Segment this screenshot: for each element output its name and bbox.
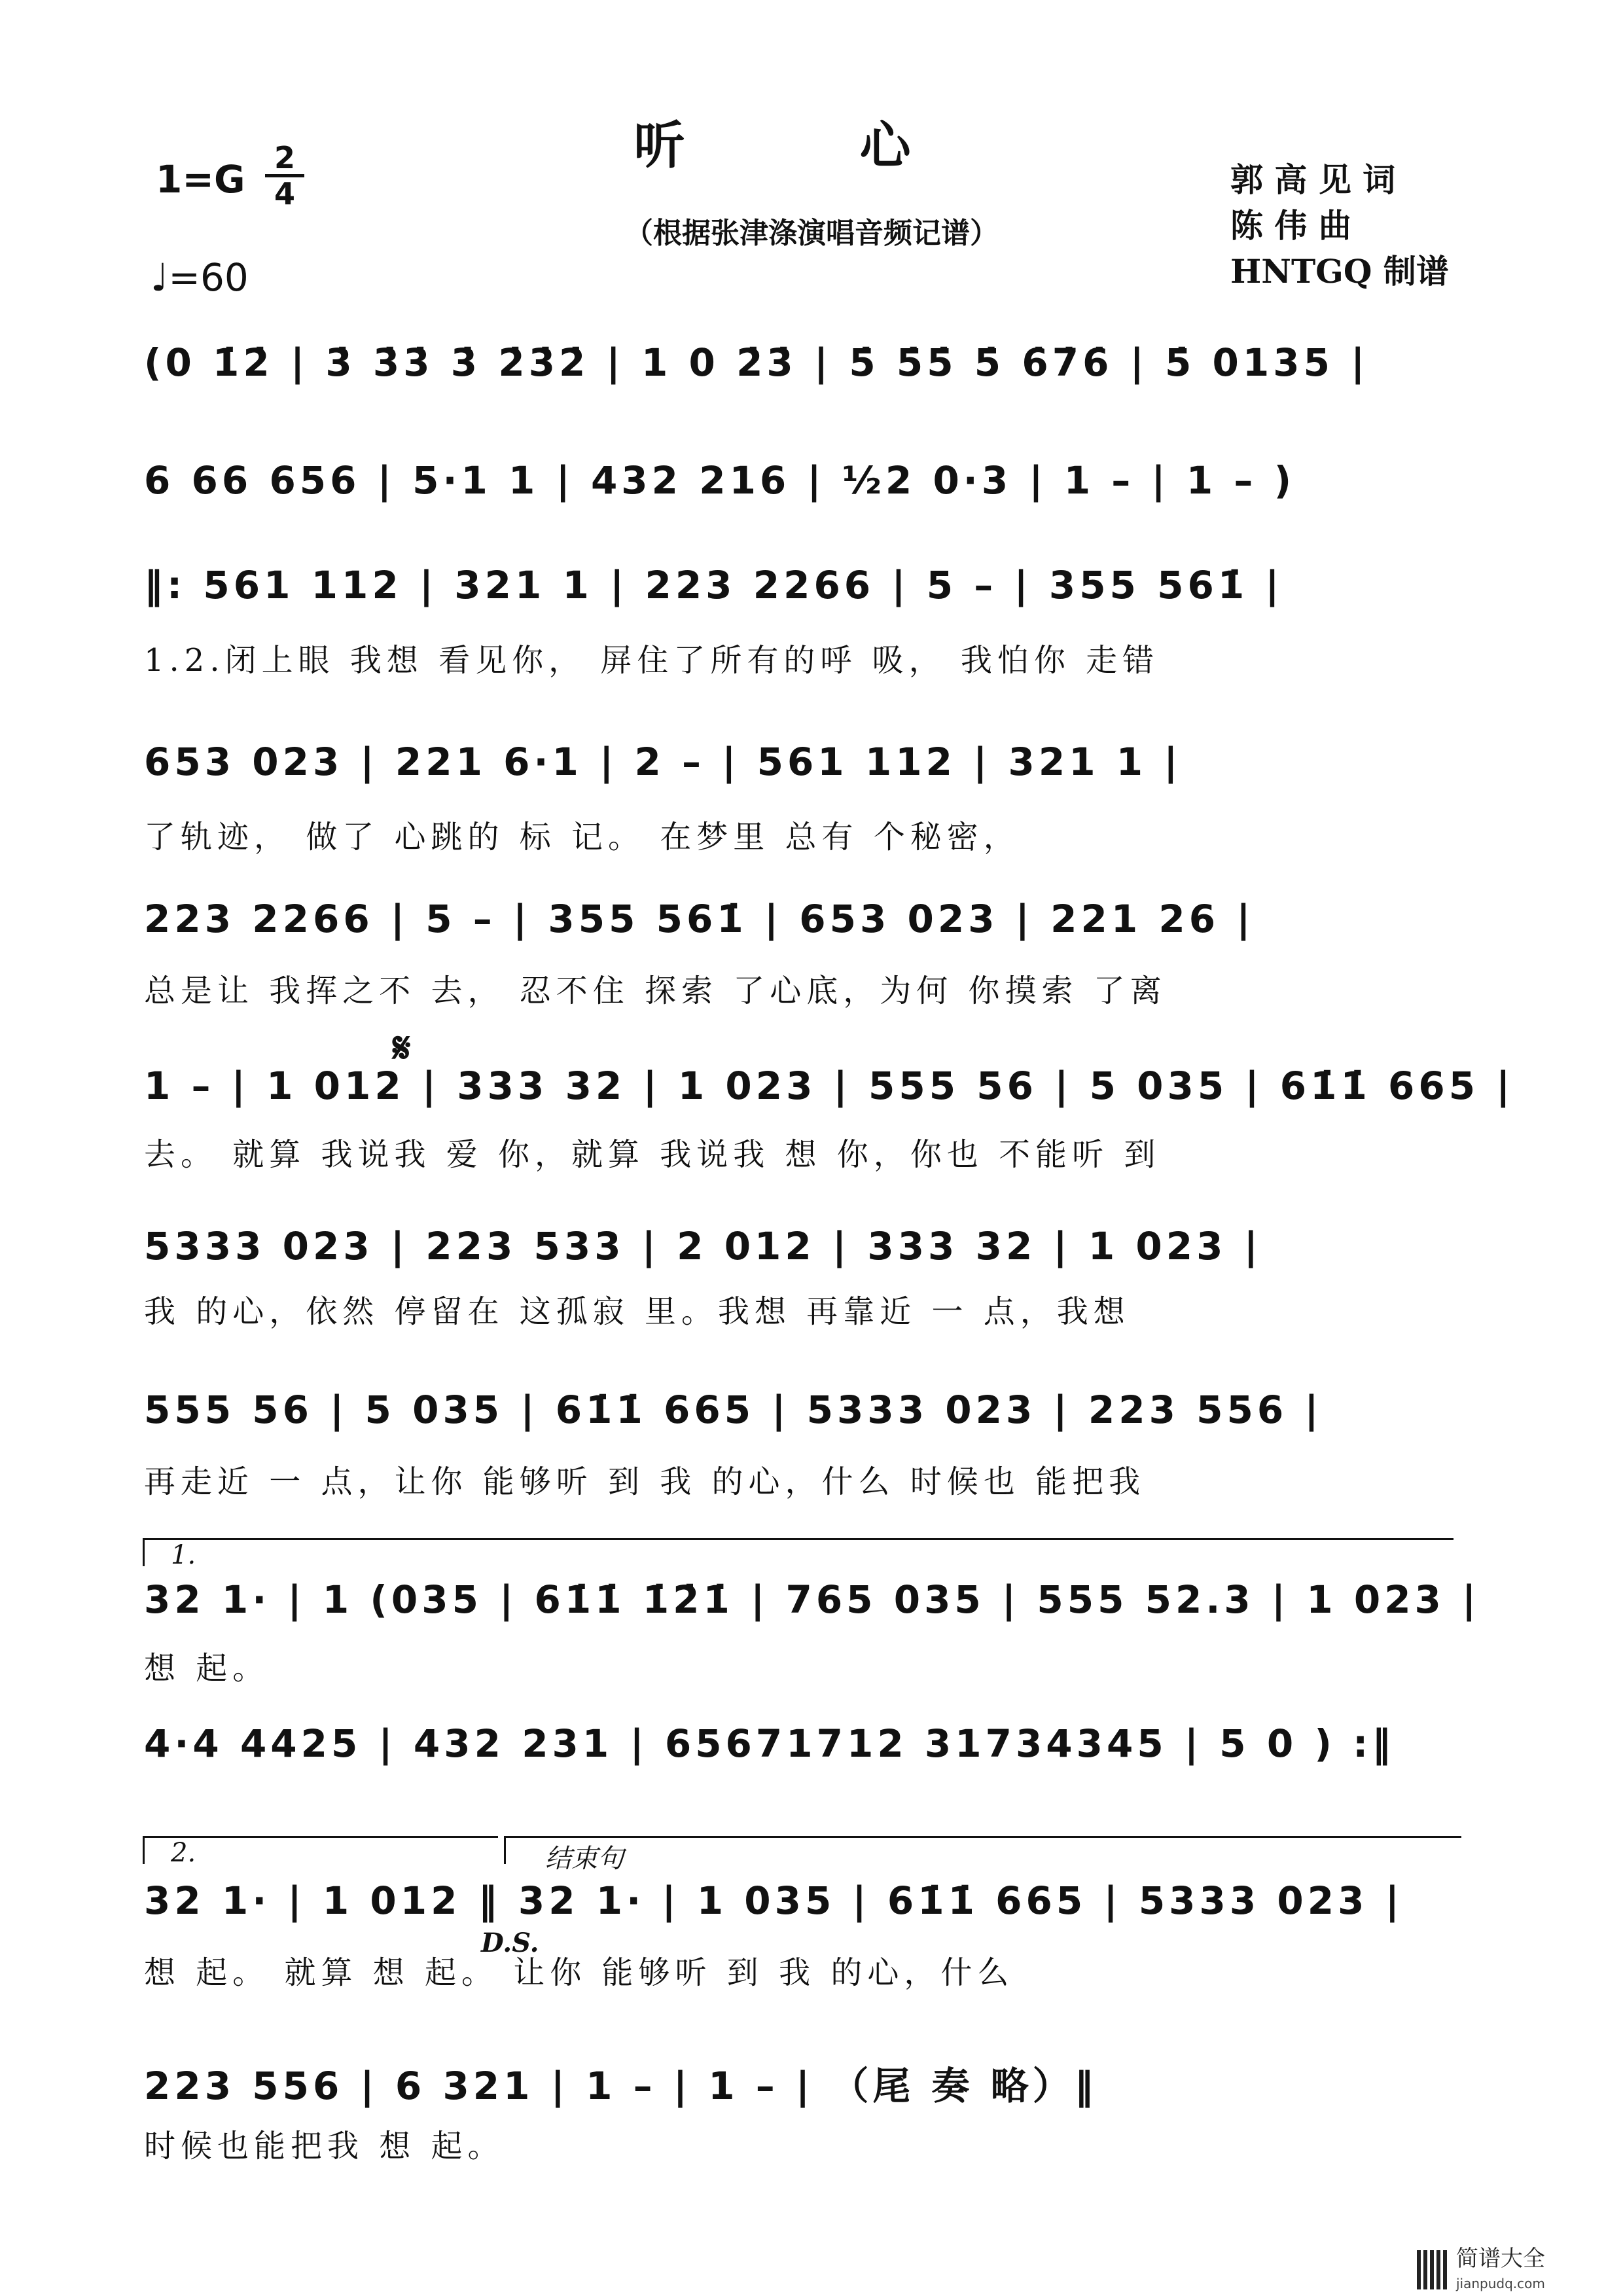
staff-row-2: 6 66 656 | 5·1 1 | 432 216 | ½2 0·3 | 1 – | 1 – ) (144, 458, 1296, 503)
arranger-credit: HNTGQ 制谱 (1230, 252, 1449, 291)
time-signature (265, 140, 304, 211)
lyric-row-12: 时候也能把我 想 起。 (144, 2128, 505, 2164)
staff-row-1: (0 1̇2̇ | 3̇ 3̇3̇ 3̇ 2̇3̇2̇ | 1 0 2̇3̇ | 5̇ 5̇5̇ 5̇ 6̇7̇6̇ | 5̇ 0135 | (144, 340, 1369, 385)
staff-row-4: 653 023 | 221 6·1 | 2 – | 561 112 | 321 1 | (144, 740, 1182, 784)
lyric-row-8: 再走近 一 点，让你 能够听 到 我 的心，什么 时候也 能把我 (144, 1463, 1146, 1500)
piano-logo-icon (1417, 2250, 1450, 2289)
second-ending-label: 2. (171, 1838, 196, 1868)
key-signature: 1=G (156, 157, 245, 202)
lyric-row-4: 了轨迹， 做了 心跳的 标 记。 在梦里 总有 个秘密， (144, 819, 1020, 855)
lyric-row-9: 想 起。 (144, 1650, 270, 1687)
lyric-row-5: 总是让 我挥之不 去， 忍不住 探索 了心底，为何 你摸索 了离 (144, 973, 1167, 1009)
time-signature-top: 2 (274, 140, 295, 175)
second-ending-bracket (143, 1836, 498, 1868)
coda-bracket (504, 1836, 1461, 1874)
ds-marking: D.S. (481, 1928, 539, 1958)
lyricist-credit: 郭 高 见 词 (1230, 160, 1396, 199)
staff-row-5: 223 2266 | 5 – | 355 561̇ | 653 023 | 221 26 | (144, 897, 1255, 941)
tempo-marking: ♩=60 (151, 255, 249, 300)
staff-row-11: 32 1· | 1 012 ‖ 32 1· | 1 035 | 61̇1̇ 665 | 5333 023 | (144, 1878, 1403, 1923)
watermark-name: 简谱大全 (1456, 2246, 1545, 2272)
first-ending-label: 1. (171, 1540, 196, 1570)
page-title: 听 心 (633, 116, 990, 175)
staff-row-8: 555 56 | 5 035 | 61̇1̇ 665 | 5333 023 | 223 556 | (144, 1388, 1323, 1432)
staff-row-10: 4·4 4425 | 432 231 | 65671712 31734345 | 5 0 ) :‖ (144, 1721, 1395, 1766)
staff-row-7: 5333 023 | 223 533 | 2 012 | 333 32 | 1 023 | (144, 1224, 1262, 1268)
lyric-row-7: 我 的心，依然 停留在 这孤寂 里。我想 再靠近 一 点，我想 (144, 1293, 1130, 1330)
subtitle: （根据张津涤演唱音频记谱） (624, 217, 999, 250)
watermark (1456, 2246, 1545, 2296)
staff-row-6: 1 – | 1 012 | 333 32 | 1 023 | 555 56 | 5 035 | 61̇1̇ 665 | (144, 1064, 1514, 1108)
watermark-url: jianpudq.com (1456, 2276, 1545, 2291)
segno-sign: 𝄋 (393, 1024, 411, 1073)
composer-credit: 陈 伟 曲 (1230, 206, 1351, 245)
staff-row-9: 32 1· | 1 (035 | 61̇1̇ 1̇2̇1̇ | 765 035 | 555 52.3 | 1 023 | (144, 1577, 1480, 1622)
staff-row-12: 223 556 | 6 321 | 1 – | 1 – | （尾 奏 略）‖ (144, 2064, 1097, 2108)
lyric-row-11: 想 起。 就算 想 起。 让你 能够听 到 我 的心，什么 (144, 1954, 1014, 1991)
coda-label: 结束句 (545, 1844, 624, 1874)
lyric-row-3: 1.2.闭上眼 我想 看见你， 屏住了所有的呼 吸， 我怕你 走错 (144, 642, 1160, 679)
staff-row-3: ‖: 561 112 | 321 1 | 223 2266 | 5 – | 355 561̇ | (144, 563, 1283, 607)
credits (1230, 157, 1449, 295)
first-ending-bracket (143, 1538, 1454, 1570)
lyric-row-6: 去。 就算 我说我 爱 你，就算 我说我 想 你，你也 不能听 到 (144, 1136, 1161, 1173)
time-signature-bottom: 4 (274, 176, 295, 211)
